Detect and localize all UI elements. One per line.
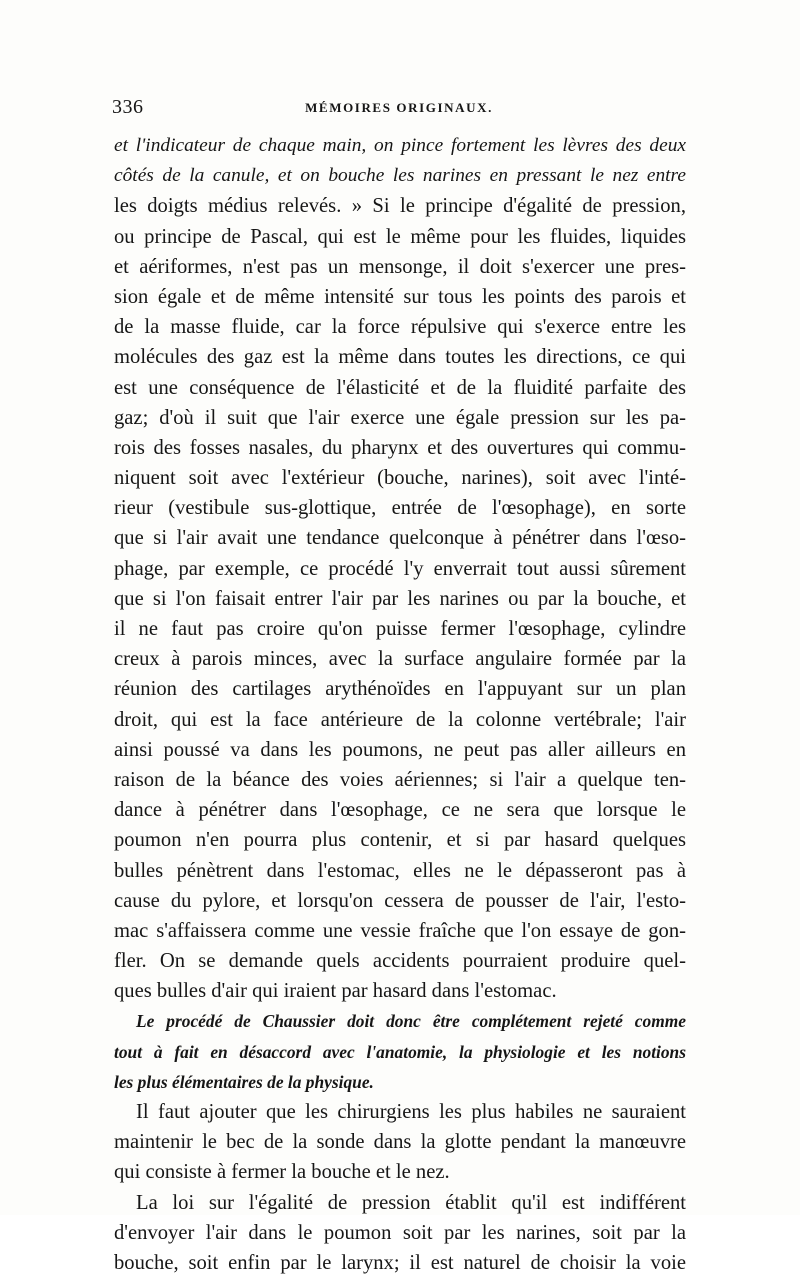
- text-line: que si l'air avait une tendance quelconque à pénétrer dans l'œso-: [114, 527, 686, 550]
- text-line: ques bulles d'air qui iraient par hasard dans l'estomac.: [114, 980, 557, 1003]
- text-line: maintenir le bec de la sonde dans la glotte pendant la manœuvre: [114, 1131, 686, 1154]
- running-head: [112, 96, 686, 126]
- text-line: dance à pénétrer dans l'œsophage, ce ne sera que lorsque le: [114, 799, 686, 822]
- text-line: Il faut ajouter que les chirurgiens les plus habiles ne sauraient: [136, 1101, 686, 1123]
- text-line: tout à fait en désaccord avec l'anatomie, la physiologie et les notions: [114, 1041, 686, 1062]
- text-line: que si l'on faisait entrer l'air par les narines ou par la bouche, et: [114, 587, 686, 610]
- text-line: raison de la béance des voies aériennes; si l'air a quelque ten-: [114, 768, 686, 791]
- text-line: ainsi poussé va dans les poumons, ne peut pas aller ailleurs en: [114, 738, 686, 761]
- text-line: creux à parois minces, avec la surface angulaire formée par la: [114, 648, 686, 671]
- text-line: il ne faut pas croire qu'on puisse fermer l'œsophage, cylindre: [114, 618, 686, 640]
- text-line: ou principe de Pascal, qui est le même pour les fluides, liquides: [114, 225, 686, 248]
- running-title: MÉMOIRES ORIGINAUX.: [305, 100, 493, 115]
- text-line: bulles pénètrent dans l'estomac, elles ne le dépasseront pas à: [114, 859, 686, 882]
- text-line: est une conséquence de l'élasticité et de la fluidité parfaite des: [114, 376, 686, 399]
- text-line: et l'indicateur de chaque main, on pince fortement les lèvres des deux: [114, 135, 686, 156]
- text-line: qui consiste à fermer la bouche et le nez.: [114, 1161, 450, 1184]
- text-line: les plus élémentaires de la physique.: [114, 1071, 374, 1092]
- text-line: sion égale et de même intensité sur tous les points des parois et: [114, 285, 686, 308]
- text-line: molécules des gaz est la même dans toutes les directions, ce qui: [114, 346, 686, 369]
- text-line: de la masse fluide, car la force répulsive qui s'exerce entre les: [114, 316, 686, 339]
- text-line: niquent soit avec l'extérieur (bouche, narines), soit avec l'inté-: [114, 467, 686, 490]
- text-line: rieur (vestibule sus-glottique, entrée de l'œsophage), en sorte: [114, 497, 686, 520]
- text-line: côtés de la canule, et on bouche les narines en pressant le nez entre: [114, 165, 686, 187]
- text-line: d'envoyer l'air dans le poumon soit par les narines, soit par la: [114, 1221, 686, 1244]
- text-line: poumon n'en pourra plus contenir, et si par hasard quelques: [114, 829, 686, 852]
- body-text: [114, 131, 686, 1278]
- text-line: La loi sur l'égalité de pression établit qu'il est indifférent: [136, 1191, 686, 1214]
- text-line: droit, qui est la face antérieure de la colonne vertébrale; l'air: [114, 708, 686, 731]
- text-line: phage, par exemple, ce procédé l'y enverrait tout aussi sûrement: [114, 557, 686, 580]
- text-line: mac s'affaissera comme une vessie fraîche que l'on essaye de gon-: [114, 919, 686, 942]
- text-line: et aériformes, n'est pas un mensonge, il doit s'exercer une pres-: [114, 255, 686, 278]
- text-line: réunion des cartilages arythénoïdes en l'appuyant sur un plan: [114, 678, 686, 701]
- page-number: 336: [112, 96, 144, 118]
- text-line: cause du pylore, et lorsqu'on cessera de pousser de l'air, l'esto-: [114, 889, 686, 912]
- text-line: fler. On se demande quels accidents pourraient produire quel-: [114, 950, 686, 973]
- text-line: gaz; d'où il suit que l'air exerce une égale pression sur les pa-: [114, 406, 686, 429]
- text-line: bouche, soit enfin par le larynx; il est naturel de choisir la voie: [114, 1251, 686, 1274]
- text-line: les doigts médius relevés. » Si le principe d'égalité de pression,: [114, 195, 686, 218]
- text-line: rois des fosses nasales, du pharynx et des ouvertures qui commu-: [114, 436, 686, 459]
- text-line: Le procédé de Chaussier doit donc être complétement rejeté comme: [136, 1011, 686, 1032]
